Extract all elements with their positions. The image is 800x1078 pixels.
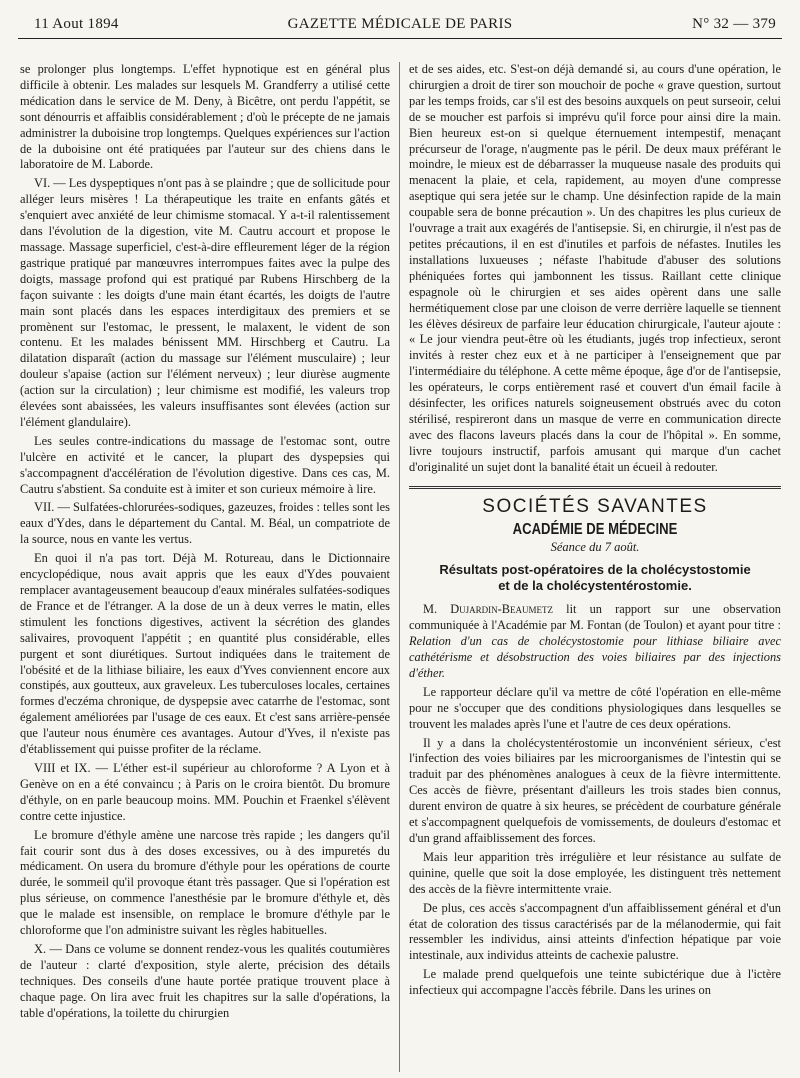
paragraph: et de ses aides, etc. S'est-on déjà demandé si, au cours d'une opération, le chirurgien a droit de tirer son mouchoir de poche « grave question, surtout par les temps froids, car s'il est des besoins auxquels on peut surseoir, celui de se moucher est parfois si imprévu qu'il force pour ainsi dire la main. Bien heureux est-on si quelque éternuement intempestif, menaçant précurseur de l'orage, n'augmente pas le péril. De deux maux préférant le moindre, le mieux est de débarrasser la muqueuse nasale des produits qui menacent la plaie, et cela, rapidement, au moyen d'une compresse aseptique qui sera jetée sur le champ. Une désinfection rapide de la main coupable sera de bonne précaution ». Un des chapitres les plus curieux de l'ouvrage a trait aux exagérés de l'antisepsie. Si, en chirurgie, il n'est pas de petites précautions, il en est d'inutiles et parfois de néfastes. Inutiles les installations luxueuses ; néfaste l'habitude d'abuser des solutions phéniquées fortes qui jambonnent les tissus. Raillant cette clinique espagnole où le chirurgien et ses aides opèrent dans une salle hermétiquement close par une cloison de verre derrière laquelle se tiennent les élèves désireux de parfaire leur éducation chirurgicale, l'auteur ajoute : « Le jour viendra peut-être où les étudiants, jugés trop infectieux, seront invités à rester chez eux et à ne participer à l'enseignement que par l'intermédiaire du téléphone. A cette même époque, âge d'or de l'antisepsie, les opérateurs, le corps entièrement rasé et couvert d'un émail facile à désinfecter, les orifices naturels soigneusement obstrués avec du coton stérilisé, respireront dans un masque de verre en communication directe avec des flacons laveurs placés dans la cour de l'hôpital ». En somme, livre toujours instructif, parfois amusant qui marque d'un cachet d'originalité un sujet dont la banalité était un écueil à redouter. [409, 62, 781, 474]
article-title [409, 562, 781, 594]
paragraph-text: lit un rapport sur une observation communiquée à l'Académie par M. Fontan (de Toulon) et ayant pour titre : [409, 602, 781, 633]
paragraph: Le rapporteur déclare qu'il va mettre de côté l'opération en elle-même pour ne s'occuper que des conditions physiologiques dans lesquelles se trouvent les malades après l'une et l'autre de ces deux opérations. [409, 684, 781, 731]
paragraph: se prolonger plus longtemps. L'effet hypnotique est en général plus difficile à obtenir. Les malades sur lesquels M. Grandferry a utilisé cette médication dans le service de M. Deny, à Bicêtre, ont perdu l'appétit, se sont dénourris et affaiblis considérablement ; d'où le précepte de ne jamais administrer la duboisine trop longtemps. Quelques expériences sur l'action de la duboisine ont été pratiquées par l'auteur sur des chiens dans le laboratoire de M. Laborde. [20, 62, 390, 172]
paragraph: X. — Dans ce volume se donnent rendez-vous les qualités coutumières de l'auteur : clarté d'exposition, style alerte, précision des détails techniques. Des conseils d'une haute portée pratique trouvent place à chaque page. On lira avec fruit les chapitres sur la salle d'opérations, la table d'opérations, la toilette du chirurgien [20, 941, 390, 1020]
paragraph: En quoi il n'a pas tort. Déjà M. Rotureau, dans le Dictionnaire encyclopédique, nous avait appris que les eaux d'Ydes pouvaient remplacer avantageusement beaucoup d'eaux minérales sulfatées-sodiques de France et de l'étranger. A la dose de un à deux verres le matin, elles stimulent les fonctions digestives, activent la sécrétion des glandes salivaires, provoquent l'appétit ; en quantité plus considérable, elles purgent et sont diurétiques. Surtout indiquées dans le traitement de l'obésité et de la lithiase biliaire, les eaux d'Yves conviennent encore aux constipés, aux goutteux, aux graveleux. Les tuberculoses locales, certaines formes d'eczéma chronique, de dyspepsie avec catarrhe de l'estomac, sont également améliorées par l'usage de ces eaux. Et c'est sans arrière-pensée que l'auteur nous énumère ces avantages. Autour d'Yves, il n'existe pas d'établissement qui puisse profiter de la réclame. [20, 551, 390, 757]
paragraph: De plus, ces accès s'accompagnent d'un affaiblissement général et d'un état de coloration des tissus caractérisés par de la mélanodermie, qui fait ressembler les individus, ainsi atteints d'infection hépatique par voie intestinale, aux individus atteints de cachexie palustre. [409, 900, 781, 963]
academy-title: ACADÉMIE DE MÉDECINE [512, 521, 678, 539]
paragraph: Il y a dans la cholécystentérostomie un inconvénient sérieux, c'est l'infection des voies biliaires par les microorganismes de l'intestin qui se traduit par des phénomènes analogues à ceux de la fièvre intermittente. Ces accès de fièvre, présentant d'ailleurs les trois stades bien connus, durent environ de quatre à six heures, se précèdent de courbature générale et s'accompagnent quelquefois de vomissements, de douleurs d'estomac et d'un grand affaiblissement des forces. [409, 735, 781, 845]
article-title-line: Résultats post-opératoires de la cholécystostomie [439, 562, 751, 578]
paragraph: VI. — Les dyspeptiques n'ont pas à se plaindre ; que de sollicitude pour alléger leurs misères ! La thérapeutique les traite en enfants gâtés et s'enquiert avec anxiété de leur chimisme stomacal. Y a-t-il ralentissement dans l'évolution de la digestion, vite M. Cautru accourt et propose le massage. Massage superficiel, c'est-à-dire effleurement léger de la région gastrique pratiqué par manœuvres interrompues faites avec la pulpe des doigts, massage profond qui est pratiqué par Rubens Hirschberg de la façon suivante : les doigts d'une main étant écartés, les doigts de l'autre main sont placés dans les espaces interdigitaux des premiers et se promènent sur l'estomac, le pressent, le malaxent, le vident de son contenu. Et les malades bénissent MM. Hirschberg et Cautru. La dilatation disparaît (action du massage sur l'élément musculaire) ; leur douleur s'apaise (action sur l'élément nerveux) ; leur diurèse augmente (action sur la circulation) ; leur chimisme est modifié, les valeurs trop élevées sont abaissées, les valeurs insuffisantes sont élevées (action sur l'élément glandulaire). [20, 176, 390, 429]
paragraph [409, 602, 781, 682]
section-title: SOCIÉTÉS SAVANTES [482, 495, 708, 517]
paragraph: Le bromure d'éthyle amène une narcose très rapide ; les dangers qu'il fait courir sont dus à des doses excessives, ou à des impuretés du médicament. On usera du bromure d'éthyle pour les opérations de courte durée, le sommeil qu'il provoque étant très passager. Que si l'opération est plus sérieuse, on commence l'anesthésie par le bromure d'éthyle et, dès que le malade est insensible, on remplace le bromure d'éthyle par le chloroforme que l'on administre suivant les règles habituelles. [20, 827, 390, 938]
section-rule [409, 486, 781, 489]
right-column [409, 62, 781, 1072]
page-number: N° 32 — 379 [692, 16, 776, 32]
paragraph: Le malade prend quelquefois une teinte subictérique due à l'ictère infectieux qui accompagne l'accès fébrile. Dans les urines on [409, 967, 781, 998]
journal-title: GAZETTE MÉDICALE DE PARIS [287, 16, 513, 32]
author-name: M. Dujardin-Beaumetz [423, 602, 554, 617]
paragraph: Les seules contre-indications du massage de l'estomac sont, outre l'ulcère en activité et le cancer, la plupart des dyspepsies qui s'accompagnent d'accélération de l'évolution digestive. Dans ces cas, M. Cautru s'abstient. Sa conduite est à imiter et son curieux mémoire à lire. [20, 433, 390, 496]
paragraph: Mais leur apparition très irrégulière et leur résistance au sulfate de quinine, quelle que soit la dose employée, les distinguent très nettement des accès de la fièvre intermittente vraie. [409, 849, 781, 896]
article-title-line: et de la cholécystentérostomie. [498, 578, 692, 594]
page-header [18, 12, 782, 39]
left-column [20, 62, 390, 1072]
column-divider [399, 62, 400, 1072]
session-date: Séance du 7 août. [550, 540, 640, 555]
report-title: Relation d'un cas de cholécystostomie pour lithiase biliaire avec cathétérisme et désobstruction des voies biliaires par des injections d'éther. [409, 634, 781, 680]
paragraph: VIII et IX. — L'éther est-il supérieur au chloroforme ? A Lyon et à Genève on en a été convaincu ; à Paris on le croira bientôt. Du bromure d'éthyle, on en parle beaucoup moins. MM. Pouchin et Fraenkel s'élèvent contre cette injustice. [20, 760, 390, 823]
paragraph: VII. — Sulfatées-chlorurées-sodiques, gazeuzes, froides : telles sont les eaux d'Ydes, dans le département du Cantal. M. Béal, un compatriote de la source, nous en vante les vertus. [20, 500, 390, 547]
issue-date: 11 Aout 1894 [34, 16, 119, 32]
